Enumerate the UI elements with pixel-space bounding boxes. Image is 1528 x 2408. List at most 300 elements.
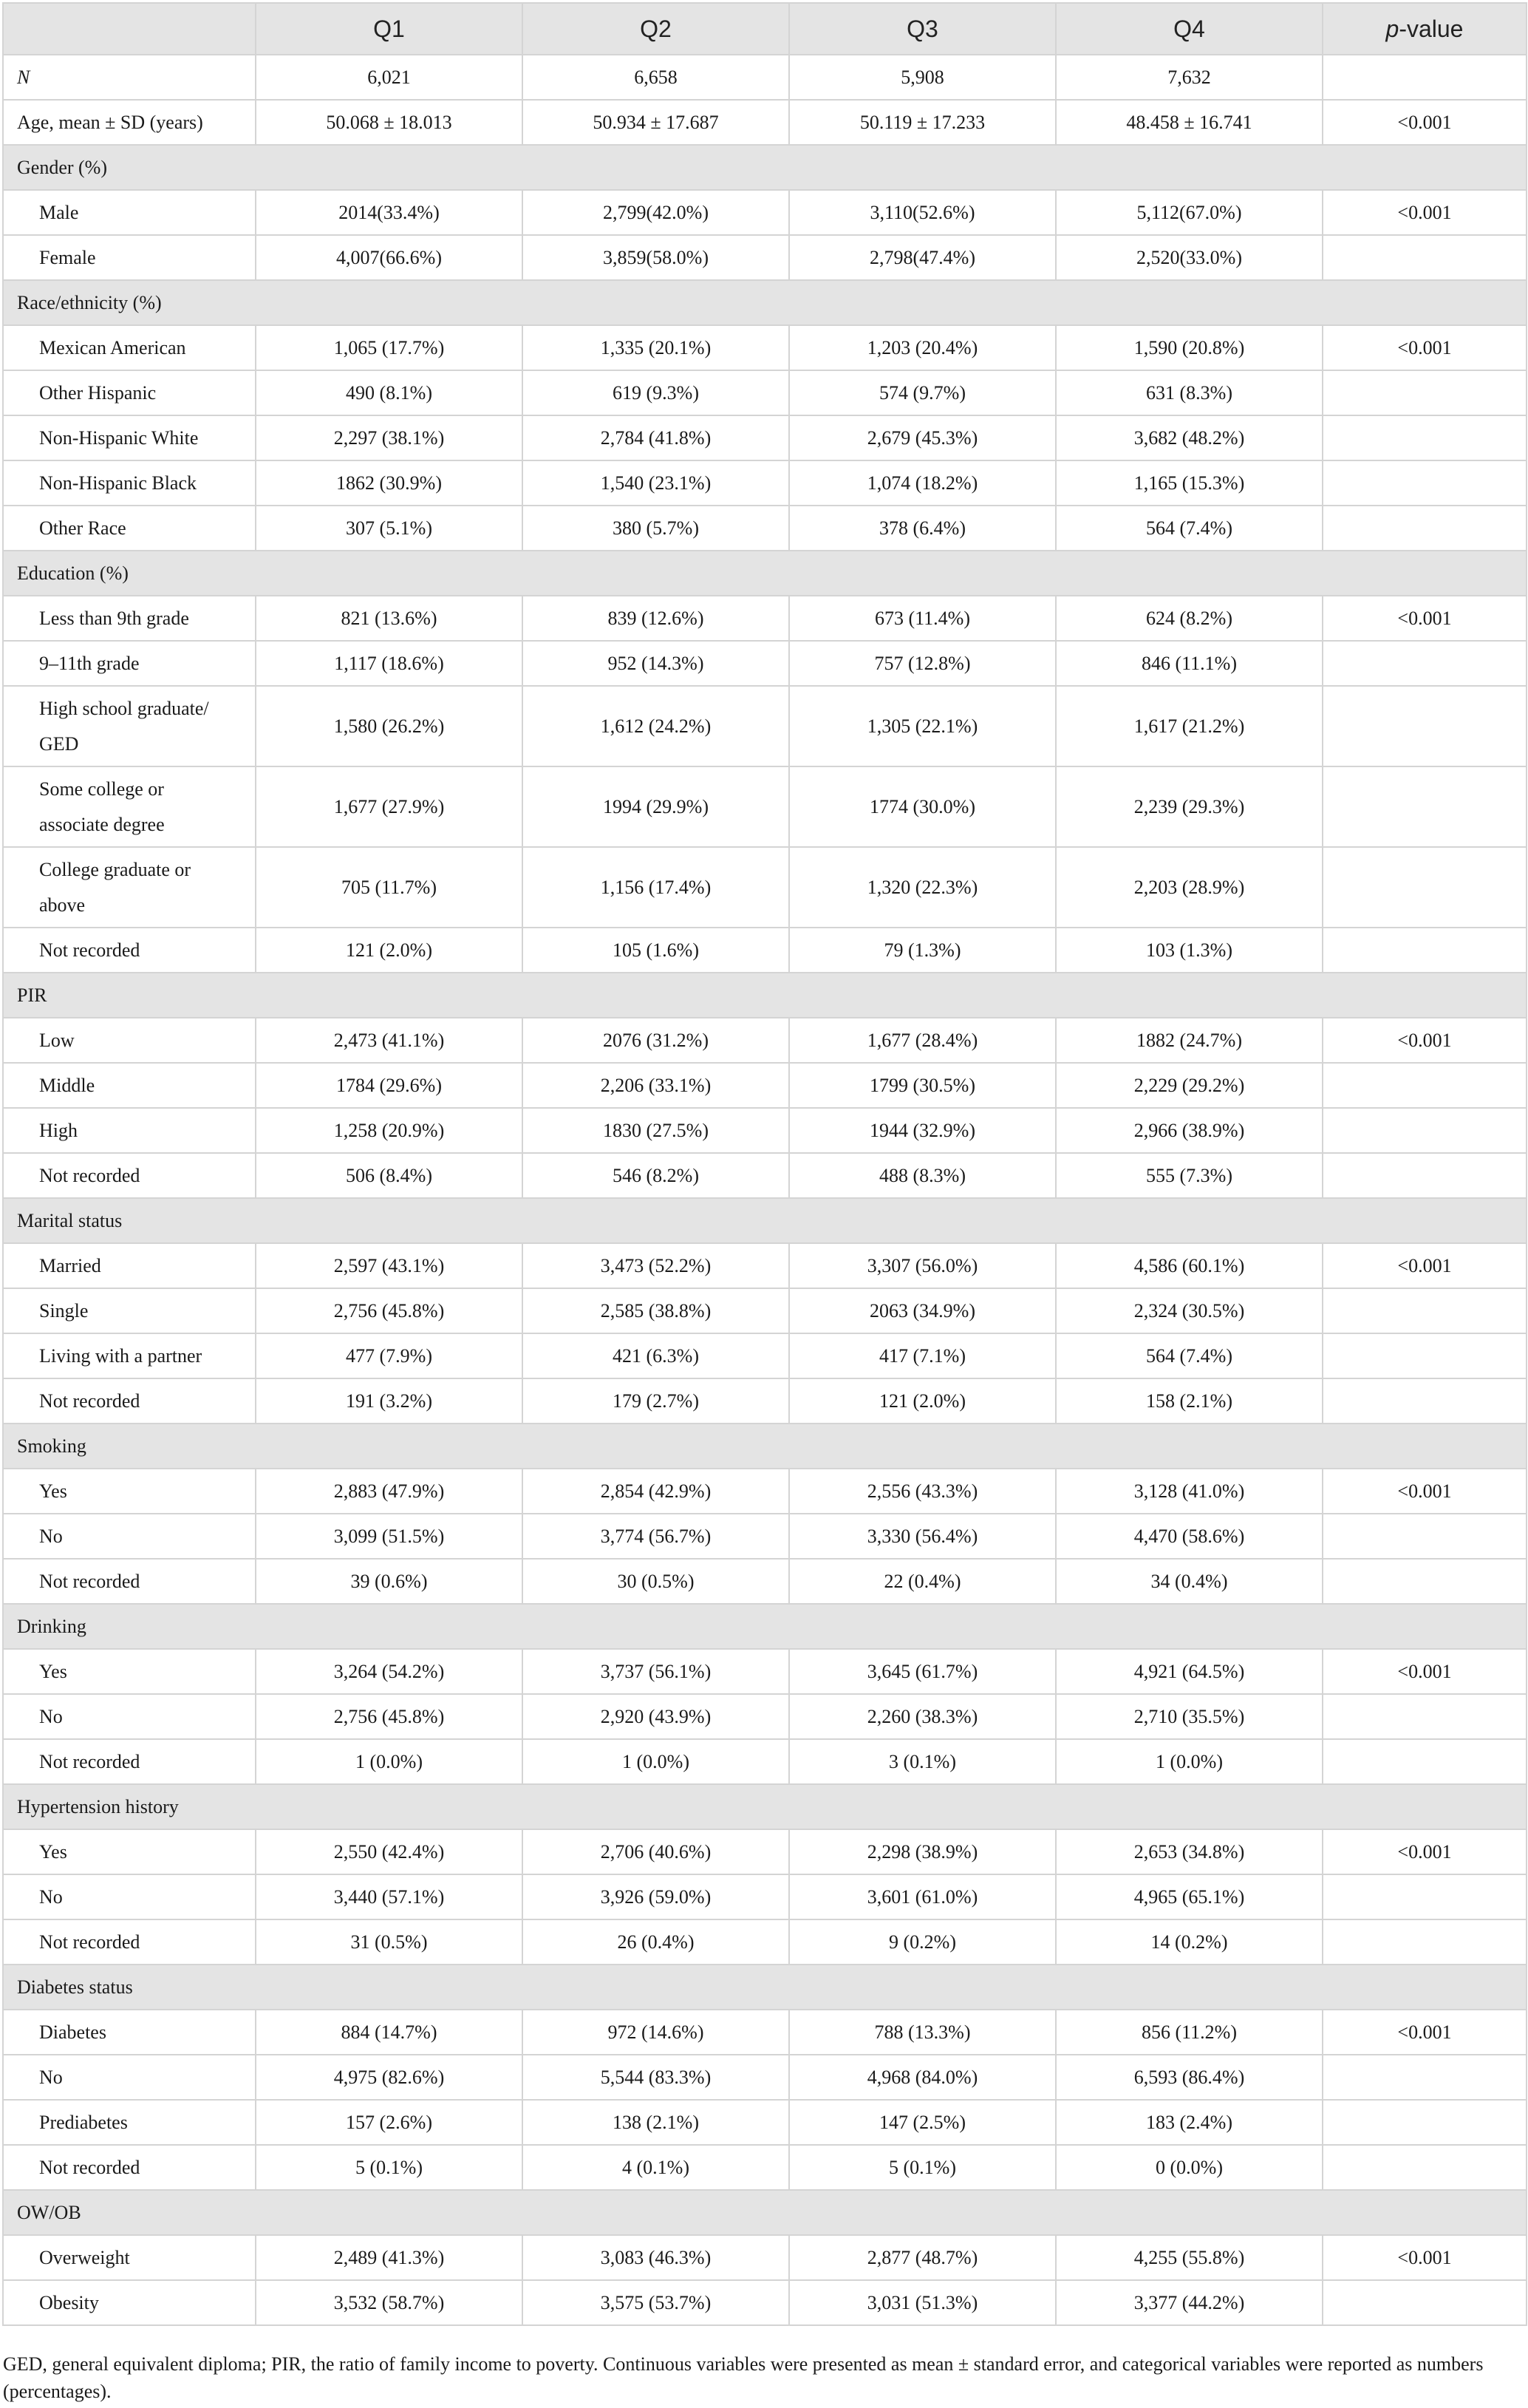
row-label: Single bbox=[3, 1288, 256, 1333]
value-cell-q4: 564 (7.4%) bbox=[1056, 506, 1323, 551]
section-row bbox=[3, 1604, 1527, 1649]
value-cell-q2: 1830 (27.5%) bbox=[522, 1108, 789, 1153]
value-cell-q4: 7,632 bbox=[1056, 55, 1323, 100]
table-row bbox=[3, 415, 1527, 460]
value-cell-q1: 1,580 (26.2%) bbox=[256, 686, 522, 766]
table-row bbox=[3, 1829, 1527, 1874]
value-cell-q1: 2,756 (45.8%) bbox=[256, 1288, 522, 1333]
header-row bbox=[3, 3, 1527, 55]
table-row bbox=[3, 2235, 1527, 2280]
value-cell-q3: 1,320 (22.3%) bbox=[789, 847, 1056, 928]
table-row bbox=[3, 928, 1527, 973]
value-cell-q3: 5 (0.1%) bbox=[789, 2145, 1056, 2190]
table-row bbox=[3, 1469, 1527, 1514]
value-cell-q3: 2063 (34.9%) bbox=[789, 1288, 1056, 1333]
value-cell-q4: 2,520(33.0%) bbox=[1056, 235, 1323, 280]
section-row bbox=[3, 551, 1527, 596]
table-row bbox=[3, 1153, 1527, 1198]
value-cell-q2: 26 (0.4%) bbox=[522, 1919, 789, 1965]
value-cell-q2: 2,920 (43.9%) bbox=[522, 1694, 789, 1739]
value-cell-q4: 48.458 ± 16.741 bbox=[1056, 100, 1323, 145]
header-p-value bbox=[1323, 3, 1527, 55]
table-row bbox=[3, 2280, 1527, 2325]
p-italic: p bbox=[1385, 15, 1399, 42]
p-value-cell: <0.001 bbox=[1323, 1243, 1527, 1288]
table-footnote: GED, general equivalent diploma; PIR, the ratio of family income to poverty. Continuous variables were presented as mean ± standard error, and categorical variables were reported as numbers (percentages). bbox=[3, 2353, 1484, 2402]
value-cell-q1: 1862 (30.9%) bbox=[256, 460, 522, 506]
value-cell-q2: 619 (9.3%) bbox=[522, 370, 789, 415]
value-cell-q4: 555 (7.3%) bbox=[1056, 1153, 1323, 1198]
value-cell-q4: 564 (7.4%) bbox=[1056, 1333, 1323, 1378]
value-cell-q4: 6,593 (86.4%) bbox=[1056, 2055, 1323, 2100]
value-cell-q4: 183 (2.4%) bbox=[1056, 2100, 1323, 2145]
table-row bbox=[3, 686, 1527, 766]
value-cell-q2: 179 (2.7%) bbox=[522, 1378, 789, 1424]
p-value-cell bbox=[1323, 1333, 1527, 1378]
value-cell-q1: 157 (2.6%) bbox=[256, 2100, 522, 2145]
value-cell-q3: 1944 (32.9%) bbox=[789, 1108, 1056, 1153]
value-cell-q3: 3,330 (56.4%) bbox=[789, 1514, 1056, 1559]
value-cell-q2: 3,926 (59.0%) bbox=[522, 1874, 789, 1919]
value-cell-q2: 421 (6.3%) bbox=[522, 1333, 789, 1378]
value-cell-q4: 2,653 (34.8%) bbox=[1056, 1829, 1323, 1874]
value-cell-q2: 3,859(58.0%) bbox=[522, 235, 789, 280]
row-label: Yes bbox=[3, 1829, 256, 1874]
value-cell-q2: 1994 (29.9%) bbox=[522, 766, 789, 847]
value-cell-q1: 3,099 (51.5%) bbox=[256, 1514, 522, 1559]
section-label: Education (%) bbox=[3, 551, 1527, 596]
value-cell-q2: 2,585 (38.8%) bbox=[522, 1288, 789, 1333]
section-label: Drinking bbox=[3, 1604, 1527, 1649]
value-cell-q2: 105 (1.6%) bbox=[522, 928, 789, 973]
section-label: Smoking bbox=[3, 1424, 1527, 1469]
header-q4: Q4 bbox=[1056, 3, 1323, 55]
value-cell-q2: 30 (0.5%) bbox=[522, 1559, 789, 1604]
value-cell-q2: 952 (14.3%) bbox=[522, 641, 789, 686]
value-cell-q4: 3,128 (41.0%) bbox=[1056, 1469, 1323, 1514]
section-label: Gender (%) bbox=[3, 145, 1527, 190]
table-row bbox=[3, 2100, 1527, 2145]
p-value-cell bbox=[1323, 2145, 1527, 2190]
value-cell-q3: 2,298 (38.9%) bbox=[789, 1829, 1056, 1874]
section-row bbox=[3, 1965, 1527, 2010]
table-row bbox=[3, 1333, 1527, 1378]
table-row bbox=[3, 2055, 1527, 2100]
table-row bbox=[3, 506, 1527, 551]
value-cell-q1: 1,677 (27.9%) bbox=[256, 766, 522, 847]
section-label: OW/OB bbox=[3, 2190, 1527, 2235]
table-row bbox=[3, 1919, 1527, 1965]
value-cell-q4: 2,203 (28.9%) bbox=[1056, 847, 1323, 928]
value-cell-q1: 2,550 (42.4%) bbox=[256, 1829, 522, 1874]
row-label: Overweight bbox=[3, 2235, 256, 2280]
value-cell-q3: 378 (6.4%) bbox=[789, 506, 1056, 551]
value-cell-q2: 5,544 (83.3%) bbox=[522, 2055, 789, 2100]
value-cell-q4: 846 (11.1%) bbox=[1056, 641, 1323, 686]
p-value-cell bbox=[1323, 2280, 1527, 2325]
value-cell-q2: 546 (8.2%) bbox=[522, 1153, 789, 1198]
table-row bbox=[3, 325, 1527, 370]
value-cell-q2: 3,473 (52.2%) bbox=[522, 1243, 789, 1288]
value-cell-q3: 9 (0.2%) bbox=[789, 1919, 1056, 1965]
table-row bbox=[3, 370, 1527, 415]
table-row bbox=[3, 1739, 1527, 1784]
value-cell-q3: 1774 (30.0%) bbox=[789, 766, 1056, 847]
value-cell-q4: 2,324 (30.5%) bbox=[1056, 1288, 1323, 1333]
value-cell-q2: 380 (5.7%) bbox=[522, 506, 789, 551]
row-label: Age, mean ± SD (years) bbox=[3, 100, 256, 145]
p-value-cell: <0.001 bbox=[1323, 1018, 1527, 1063]
p-value-cell: <0.001 bbox=[1323, 1829, 1527, 1874]
p-value-cell bbox=[1323, 1288, 1527, 1333]
value-cell-q2: 2,784 (41.8%) bbox=[522, 415, 789, 460]
row-label: Not recorded bbox=[3, 928, 256, 973]
p-rest: -value bbox=[1399, 15, 1464, 42]
row-label bbox=[3, 766, 256, 847]
p-value-cell bbox=[1323, 415, 1527, 460]
p-value-cell bbox=[1323, 1153, 1527, 1198]
row-label: Not recorded bbox=[3, 1378, 256, 1424]
value-cell-q1: 2,756 (45.8%) bbox=[256, 1694, 522, 1739]
value-cell-q4: 34 (0.4%) bbox=[1056, 1559, 1323, 1604]
value-cell-q4: 856 (11.2%) bbox=[1056, 2010, 1323, 2055]
p-value-cell bbox=[1323, 2100, 1527, 2145]
row-label: Other Race bbox=[3, 506, 256, 551]
row-label: Not recorded bbox=[3, 1739, 256, 1784]
table-row bbox=[3, 1018, 1527, 1063]
value-cell-q4: 103 (1.3%) bbox=[1056, 928, 1323, 973]
value-cell-q3: 3,601 (61.0%) bbox=[789, 1874, 1056, 1919]
section-row bbox=[3, 973, 1527, 1018]
table-row bbox=[3, 1874, 1527, 1919]
row-label bbox=[3, 686, 256, 766]
value-cell-q3: 2,877 (48.7%) bbox=[789, 2235, 1056, 2280]
value-cell-q4: 631 (8.3%) bbox=[1056, 370, 1323, 415]
value-cell-q3: 3,307 (56.0%) bbox=[789, 1243, 1056, 1288]
row-label: High bbox=[3, 1108, 256, 1153]
value-cell-q4: 3,682 (48.2%) bbox=[1056, 415, 1323, 460]
table-row bbox=[3, 1243, 1527, 1288]
value-cell-q2: 6,658 bbox=[522, 55, 789, 100]
value-cell-q3: 2,679 (45.3%) bbox=[789, 415, 1056, 460]
section-row bbox=[3, 145, 1527, 190]
row-label-line: GED bbox=[39, 732, 79, 755]
p-value-cell bbox=[1323, 235, 1527, 280]
row-label: Female bbox=[3, 235, 256, 280]
value-cell-q3: 757 (12.8%) bbox=[789, 641, 1056, 686]
value-cell-q2: 2,799(42.0%) bbox=[522, 190, 789, 235]
table-row bbox=[3, 641, 1527, 686]
value-cell-q2: 3,774 (56.7%) bbox=[522, 1514, 789, 1559]
section-row bbox=[3, 280, 1527, 325]
section-label: Marital status bbox=[3, 1198, 1527, 1243]
header-q1: Q1 bbox=[256, 3, 522, 55]
row-label: Non-Hispanic Black bbox=[3, 460, 256, 506]
value-cell-q3: 3 (0.1%) bbox=[789, 1739, 1056, 1784]
p-value-cell: <0.001 bbox=[1323, 2235, 1527, 2280]
value-cell-q1: 2,597 (43.1%) bbox=[256, 1243, 522, 1288]
p-value-cell bbox=[1323, 1874, 1527, 1919]
p-value-cell: <0.001 bbox=[1323, 325, 1527, 370]
value-cell-q2: 1,335 (20.1%) bbox=[522, 325, 789, 370]
row-label: No bbox=[3, 2055, 256, 2100]
header-q2: Q2 bbox=[522, 3, 789, 55]
value-cell-q3: 1,305 (22.1%) bbox=[789, 686, 1056, 766]
table-row bbox=[3, 847, 1527, 928]
p-value-cell bbox=[1323, 370, 1527, 415]
value-cell-q1: 121 (2.0%) bbox=[256, 928, 522, 973]
table-row bbox=[3, 1559, 1527, 1604]
value-cell-q4: 4,921 (64.5%) bbox=[1056, 1649, 1323, 1694]
p-value-cell bbox=[1323, 506, 1527, 551]
characteristics-table bbox=[2, 2, 1527, 2326]
value-cell-q3: 417 (7.1%) bbox=[789, 1333, 1056, 1378]
p-value-cell bbox=[1323, 928, 1527, 973]
row-label: Not recorded bbox=[3, 1559, 256, 1604]
value-cell-q1: 705 (11.7%) bbox=[256, 847, 522, 928]
value-cell-q4: 1882 (24.7%) bbox=[1056, 1018, 1323, 1063]
row-label: Male bbox=[3, 190, 256, 235]
row-label-line: associate degree bbox=[39, 813, 165, 835]
table-row bbox=[3, 460, 1527, 506]
value-cell-q1: 506 (8.4%) bbox=[256, 1153, 522, 1198]
value-cell-q3: 2,260 (38.3%) bbox=[789, 1694, 1056, 1739]
value-cell-q3: 3,031 (51.3%) bbox=[789, 2280, 1056, 2325]
value-cell-q1: 31 (0.5%) bbox=[256, 1919, 522, 1965]
section-label: Hypertension history bbox=[3, 1784, 1527, 1829]
row-label-line: High school graduate/ bbox=[39, 697, 209, 719]
value-cell-q3: 3,645 (61.7%) bbox=[789, 1649, 1056, 1694]
value-cell-q4: 5,112(67.0%) bbox=[1056, 190, 1323, 235]
value-cell-q1: 4,007(66.6%) bbox=[256, 235, 522, 280]
p-value-cell bbox=[1323, 847, 1527, 928]
row-label: Less than 9th grade bbox=[3, 596, 256, 641]
row-label: Low bbox=[3, 1018, 256, 1063]
value-cell-q2: 1,156 (17.4%) bbox=[522, 847, 789, 928]
section-row bbox=[3, 2190, 1527, 2235]
value-cell-q4: 2,229 (29.2%) bbox=[1056, 1063, 1323, 1108]
p-value-cell: <0.001 bbox=[1323, 100, 1527, 145]
value-cell-q1: 2,473 (41.1%) bbox=[256, 1018, 522, 1063]
p-value-cell bbox=[1323, 1063, 1527, 1108]
table-body bbox=[3, 55, 1527, 2325]
row-label-line: College graduate or bbox=[39, 858, 191, 880]
value-cell-q4: 1,617 (21.2%) bbox=[1056, 686, 1323, 766]
value-cell-q4: 1,165 (15.3%) bbox=[1056, 460, 1323, 506]
value-cell-q1: 3,532 (58.7%) bbox=[256, 2280, 522, 2325]
section-label: Race/ethnicity (%) bbox=[3, 280, 1527, 325]
value-cell-q2: 138 (2.1%) bbox=[522, 2100, 789, 2145]
value-cell-q1: 884 (14.7%) bbox=[256, 2010, 522, 2055]
table-row bbox=[3, 1649, 1527, 1694]
row-label: Yes bbox=[3, 1469, 256, 1514]
row-label: Not recorded bbox=[3, 1919, 256, 1965]
value-cell-q1: 2014(33.4%) bbox=[256, 190, 522, 235]
value-cell-q2: 972 (14.6%) bbox=[522, 2010, 789, 2055]
value-cell-q2: 2,706 (40.6%) bbox=[522, 1829, 789, 1874]
row-label: No bbox=[3, 1694, 256, 1739]
value-cell-q4: 4,470 (58.6%) bbox=[1056, 1514, 1323, 1559]
value-cell-q1: 2,489 (41.3%) bbox=[256, 2235, 522, 2280]
value-cell-q3: 50.119 ± 17.233 bbox=[789, 100, 1056, 145]
value-cell-q2: 3,737 (56.1%) bbox=[522, 1649, 789, 1694]
row-label: Married bbox=[3, 1243, 256, 1288]
table-row bbox=[3, 2010, 1527, 2055]
value-cell-q3: 574 (9.7%) bbox=[789, 370, 1056, 415]
value-cell-q4: 1 (0.0%) bbox=[1056, 1739, 1323, 1784]
p-value-cell bbox=[1323, 1378, 1527, 1424]
value-cell-q2: 3,083 (46.3%) bbox=[522, 2235, 789, 2280]
table-row bbox=[3, 1514, 1527, 1559]
p-value-cell bbox=[1323, 2055, 1527, 2100]
value-cell-q1: 50.068 ± 18.013 bbox=[256, 100, 522, 145]
value-cell-q1: 3,440 (57.1%) bbox=[256, 1874, 522, 1919]
row-label: Living with a partner bbox=[3, 1333, 256, 1378]
section-row bbox=[3, 1424, 1527, 1469]
value-cell-q2: 1,540 (23.1%) bbox=[522, 460, 789, 506]
value-cell-q2: 2,206 (33.1%) bbox=[522, 1063, 789, 1108]
header-q3: Q3 bbox=[789, 3, 1056, 55]
value-cell-q4: 0 (0.0%) bbox=[1056, 2145, 1323, 2190]
row-label: N bbox=[3, 55, 256, 100]
value-cell-q4: 3,377 (44.2%) bbox=[1056, 2280, 1323, 2325]
value-cell-q4: 2,239 (29.3%) bbox=[1056, 766, 1323, 847]
section-row bbox=[3, 1198, 1527, 1243]
p-value-cell: <0.001 bbox=[1323, 2010, 1527, 2055]
section-label: Diabetes status bbox=[3, 1965, 1527, 2010]
value-cell-q1: 490 (8.1%) bbox=[256, 370, 522, 415]
value-cell-q3: 788 (13.3%) bbox=[789, 2010, 1056, 2055]
p-value-cell bbox=[1323, 55, 1527, 100]
value-cell-q2: 1 (0.0%) bbox=[522, 1739, 789, 1784]
value-cell-q2: 1,612 (24.2%) bbox=[522, 686, 789, 766]
value-cell-q4: 2,710 (35.5%) bbox=[1056, 1694, 1323, 1739]
row-label: Prediabetes bbox=[3, 2100, 256, 2145]
table-row bbox=[3, 1694, 1527, 1739]
p-value-cell bbox=[1323, 1108, 1527, 1153]
table-row bbox=[3, 235, 1527, 280]
value-cell-q3: 79 (1.3%) bbox=[789, 928, 1056, 973]
p-value-cell: <0.001 bbox=[1323, 1469, 1527, 1514]
value-cell-q1: 4,975 (82.6%) bbox=[256, 2055, 522, 2100]
value-cell-q3: 1,074 (18.2%) bbox=[789, 460, 1056, 506]
table-row bbox=[3, 596, 1527, 641]
value-cell-q3: 3,110(52.6%) bbox=[789, 190, 1056, 235]
row-label-line: above bbox=[39, 894, 86, 916]
value-cell-q4: 2,966 (38.9%) bbox=[1056, 1108, 1323, 1153]
table-row bbox=[3, 1288, 1527, 1333]
row-label: 9–11th grade bbox=[3, 641, 256, 686]
value-cell-q1: 477 (7.9%) bbox=[256, 1333, 522, 1378]
value-cell-q1: 821 (13.6%) bbox=[256, 596, 522, 641]
value-cell-q4: 4,965 (65.1%) bbox=[1056, 1874, 1323, 1919]
value-cell-q2: 3,575 (53.7%) bbox=[522, 2280, 789, 2325]
p-value-cell bbox=[1323, 641, 1527, 686]
row-label: Yes bbox=[3, 1649, 256, 1694]
value-cell-q4: 624 (8.2%) bbox=[1056, 596, 1323, 641]
table-row bbox=[3, 1108, 1527, 1153]
row-label-line: Some college or bbox=[39, 778, 164, 800]
value-cell-q3: 2,798(47.4%) bbox=[789, 235, 1056, 280]
section-row bbox=[3, 1784, 1527, 1829]
value-cell-q1: 1,258 (20.9%) bbox=[256, 1108, 522, 1153]
value-cell-q3: 2,556 (43.3%) bbox=[789, 1469, 1056, 1514]
value-cell-q3: 121 (2.0%) bbox=[789, 1378, 1056, 1424]
value-cell-q1: 3,264 (54.2%) bbox=[256, 1649, 522, 1694]
value-cell-q4: 158 (2.1%) bbox=[1056, 1378, 1323, 1424]
p-value-cell bbox=[1323, 1514, 1527, 1559]
table-row bbox=[3, 100, 1527, 145]
value-cell-q3: 5,908 bbox=[789, 55, 1056, 100]
value-cell-q1: 1 (0.0%) bbox=[256, 1739, 522, 1784]
value-cell-q3: 1,677 (28.4%) bbox=[789, 1018, 1056, 1063]
value-cell-q2: 2,854 (42.9%) bbox=[522, 1469, 789, 1514]
value-cell-q1: 5 (0.1%) bbox=[256, 2145, 522, 2190]
value-cell-q1: 307 (5.1%) bbox=[256, 506, 522, 551]
p-value-cell: <0.001 bbox=[1323, 596, 1527, 641]
value-cell-q1: 2,883 (47.9%) bbox=[256, 1469, 522, 1514]
p-value-cell bbox=[1323, 1739, 1527, 1784]
value-cell-q2: 2076 (31.2%) bbox=[522, 1018, 789, 1063]
value-cell-q1: 191 (3.2%) bbox=[256, 1378, 522, 1424]
row-label: Not recorded bbox=[3, 2145, 256, 2190]
row-label: Non-Hispanic White bbox=[3, 415, 256, 460]
value-cell-q1: 1,117 (18.6%) bbox=[256, 641, 522, 686]
row-label: Middle bbox=[3, 1063, 256, 1108]
value-cell-q4: 14 (0.2%) bbox=[1056, 1919, 1323, 1965]
p-value-cell bbox=[1323, 686, 1527, 766]
p-value-cell bbox=[1323, 1559, 1527, 1604]
value-cell-q1: 6,021 bbox=[256, 55, 522, 100]
row-label: Not recorded bbox=[3, 1153, 256, 1198]
row-label: Diabetes bbox=[3, 2010, 256, 2055]
value-cell-q3: 1,203 (20.4%) bbox=[789, 325, 1056, 370]
value-cell-q1: 39 (0.6%) bbox=[256, 1559, 522, 1604]
row-label: No bbox=[3, 1874, 256, 1919]
value-cell-q1: 2,297 (38.1%) bbox=[256, 415, 522, 460]
value-cell-q3: 488 (8.3%) bbox=[789, 1153, 1056, 1198]
value-cell-q3: 22 (0.4%) bbox=[789, 1559, 1056, 1604]
row-label bbox=[3, 847, 256, 928]
table-row bbox=[3, 1063, 1527, 1108]
value-cell-q4: 1,590 (20.8%) bbox=[1056, 325, 1323, 370]
p-value-cell bbox=[1323, 1694, 1527, 1739]
table-row bbox=[3, 55, 1527, 100]
p-value-cell bbox=[1323, 766, 1527, 847]
value-cell-q1: 1,065 (17.7%) bbox=[256, 325, 522, 370]
value-cell-q3: 4,968 (84.0%) bbox=[789, 2055, 1056, 2100]
row-label: Obesity bbox=[3, 2280, 256, 2325]
value-cell-q3: 147 (2.5%) bbox=[789, 2100, 1056, 2145]
section-label: PIR bbox=[3, 973, 1527, 1018]
p-value-cell: <0.001 bbox=[1323, 190, 1527, 235]
value-cell-q1: 1784 (29.6%) bbox=[256, 1063, 522, 1108]
table-row bbox=[3, 766, 1527, 847]
value-cell-q2: 4 (0.1%) bbox=[522, 2145, 789, 2190]
row-label: Mexican American bbox=[3, 325, 256, 370]
table-row bbox=[3, 2145, 1527, 2190]
value-cell-q2: 50.934 ± 17.687 bbox=[522, 100, 789, 145]
row-label: Other Hispanic bbox=[3, 370, 256, 415]
row-label: No bbox=[3, 1514, 256, 1559]
p-value-cell bbox=[1323, 460, 1527, 506]
table-row bbox=[3, 190, 1527, 235]
value-cell-q3: 673 (11.4%) bbox=[789, 596, 1056, 641]
table-row bbox=[3, 1378, 1527, 1424]
p-value-cell: <0.001 bbox=[1323, 1649, 1527, 1694]
header-blank-cell bbox=[3, 3, 256, 55]
value-cell-q2: 839 (12.6%) bbox=[522, 596, 789, 641]
